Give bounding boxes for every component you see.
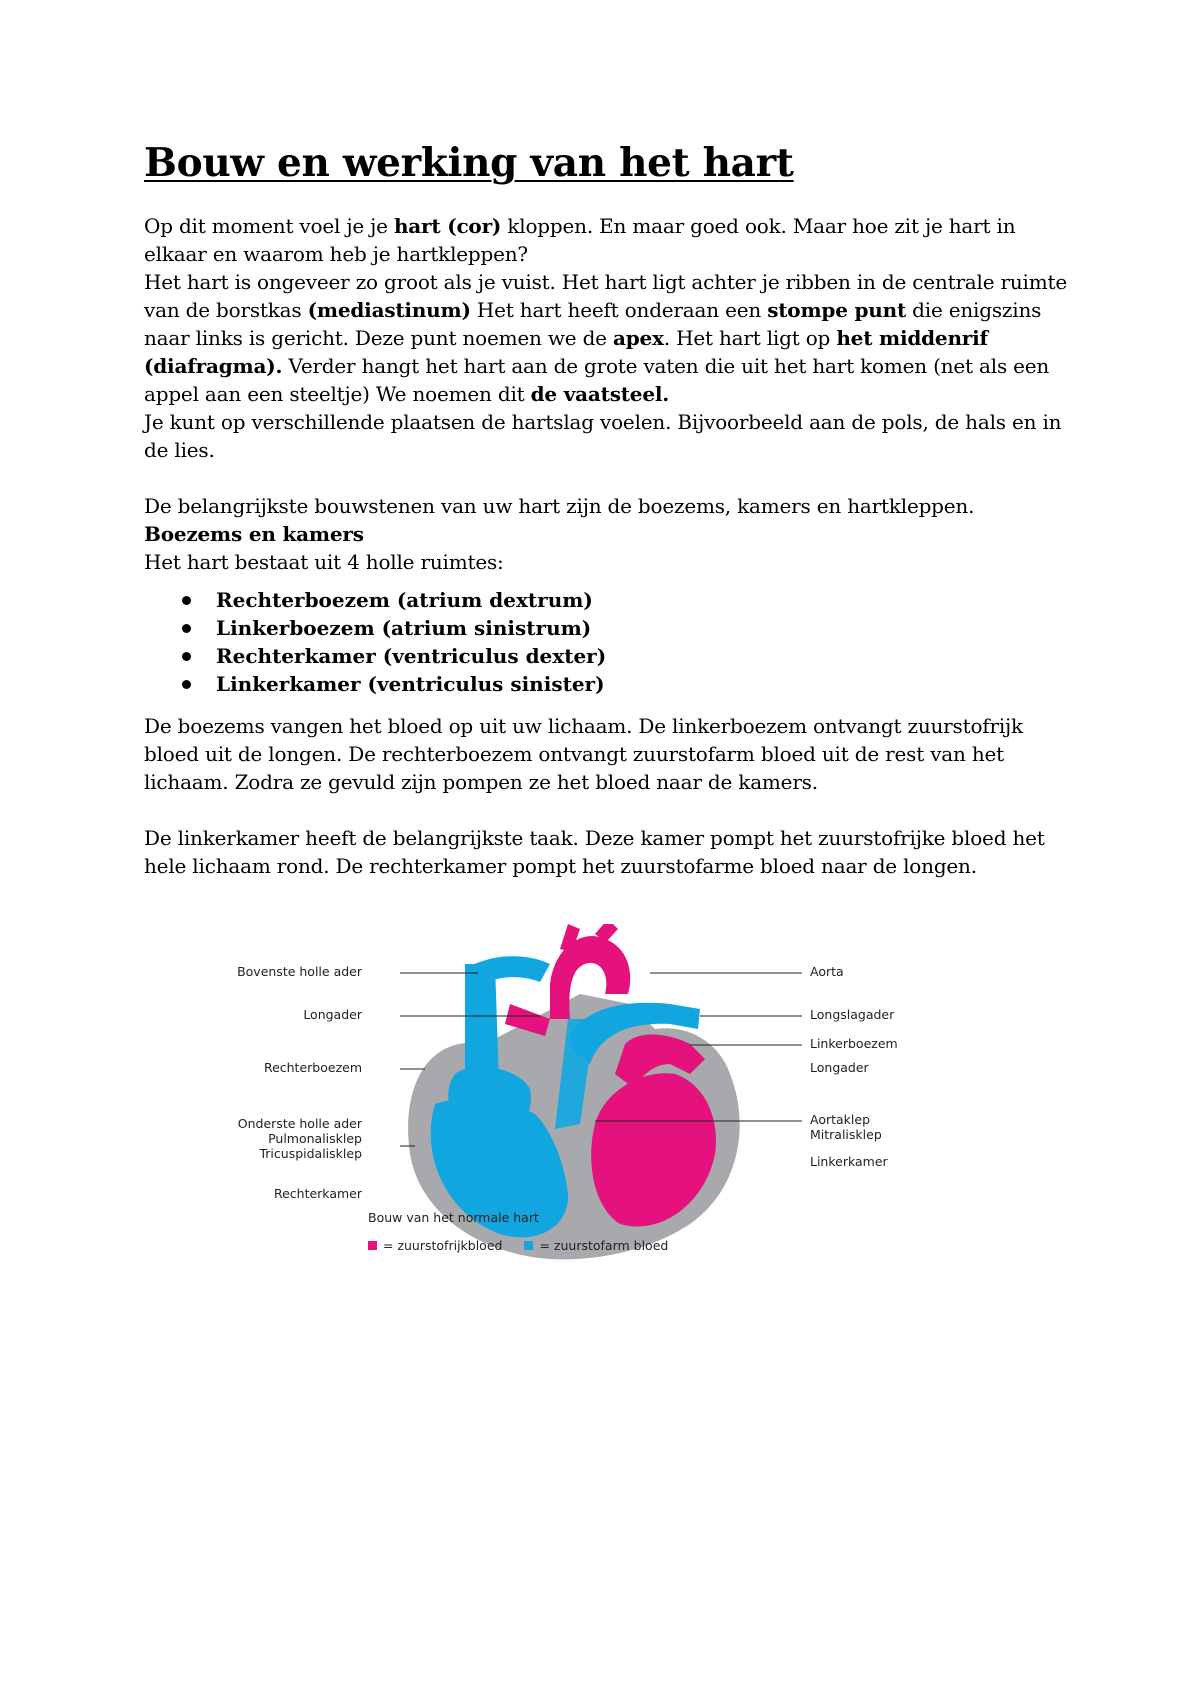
boezems-paragraph: De boezems vangen het bloed op uit uw lichaam. De linkerboezem ontvangt zuurstofrijk bloed uit de longen. De rechterboezem ontvangt zuurstofarm bloed uit de rest van het lichaam. Zodra ze gevuld zijn pompen ze het bloed naar de kamers. [144, 714, 1023, 794]
building-blocks-text: De belangrijkste bouwstenen van uw hart zijn de boezems, kamers en hartkleppen. [144, 494, 975, 518]
label-bovenste-holle-ader: Bovenste holle ader [237, 964, 362, 979]
chamber-list [144, 586, 1074, 698]
label-rechterboezem: Rechterboezem [263, 1060, 362, 1075]
legend-poor-label: = zuurstofarm bloed [539, 1238, 669, 1253]
section-heading: Boezems en kamers [144, 522, 364, 546]
legend [368, 1238, 668, 1253]
intro-paragraph-3: Je kunt op verschillende plaatsen de hartslag voelen. Bijvoorbeeld aan de pols, de hals en in de lies. [144, 410, 1062, 462]
label-linkerkamer: Linkerkamer [810, 1154, 888, 1169]
legend-swatch-poor [524, 1241, 533, 1250]
label-rechterkamer: Rechterkamer [273, 1186, 362, 1201]
intro-paragraph-2: Het hart is ongeveer zo groot als je vuist. Het hart ligt achter je ribben in de centrale ruimte van de borstkas (mediastinum) Het hart heeft onderaan een stompe punt die enigszins naar links is gericht. Deze punt noemen we de apex. Het hart ligt op het middenrif (diafragma). Verder hangt het hart aan de grote vaten die uit het hart komen (net als een appel aan een steeltje) We noemen dit de vaatsteel. [144, 270, 1067, 406]
legend-rich-label: = zuurstofrijkbloed [383, 1238, 503, 1253]
label-aorta: Aorta [810, 964, 844, 979]
list-item: Linkerboezem (atrium sinistrum) [182, 614, 1074, 642]
diagram-caption: Bouw van het normale hart [368, 1210, 539, 1225]
label-aortaklep: Aortaklep [810, 1112, 871, 1127]
label-tricuspidalisklep: Tricuspidalisklep [259, 1146, 362, 1161]
section-intro: Het hart bestaat uit 4 holle ruimtes: [144, 550, 504, 574]
heart-diagram [237, 924, 910, 1289]
label-longader-left: Longader [303, 1007, 362, 1022]
label-longader-right: Longader [810, 1060, 869, 1075]
label-onderste-holle-ader: Onderste holle ader [237, 1116, 362, 1131]
legend-swatch-rich [368, 1241, 377, 1250]
label-longslagader: Longslagader [810, 1007, 895, 1022]
list-item: Rechterkamer (ventriculus dexter) [182, 642, 1074, 670]
label-mitralisklep: Mitralisklep [810, 1127, 882, 1142]
intro-paragraph-1: Op dit moment voel je je hart (cor) kloppen. En maar goed ook. Maar hoe zit je hart in elkaar en waarom heb je hartkleppen? [144, 214, 1016, 266]
list-item: Rechterboezem (atrium dextrum) [182, 586, 1074, 614]
label-linkerboezem: Linkerboezem [810, 1036, 898, 1051]
list-item: Linkerkamer (ventriculus sinister) [182, 670, 1074, 698]
leader-lines [250, 924, 910, 1289]
document-page [144, 140, 1074, 880]
page-title: Bouw en werking van het hart [144, 140, 794, 186]
kamers-paragraph: De linkerkamer heeft de belangrijkste taak. Deze kamer pompt het zuurstofrijke bloed het hele lichaam rond. De rechterkamer pompt het zuurstofarme bloed naar de longen. [144, 826, 1045, 878]
label-pulmonalisklep: Pulmonalisklep [268, 1131, 362, 1146]
